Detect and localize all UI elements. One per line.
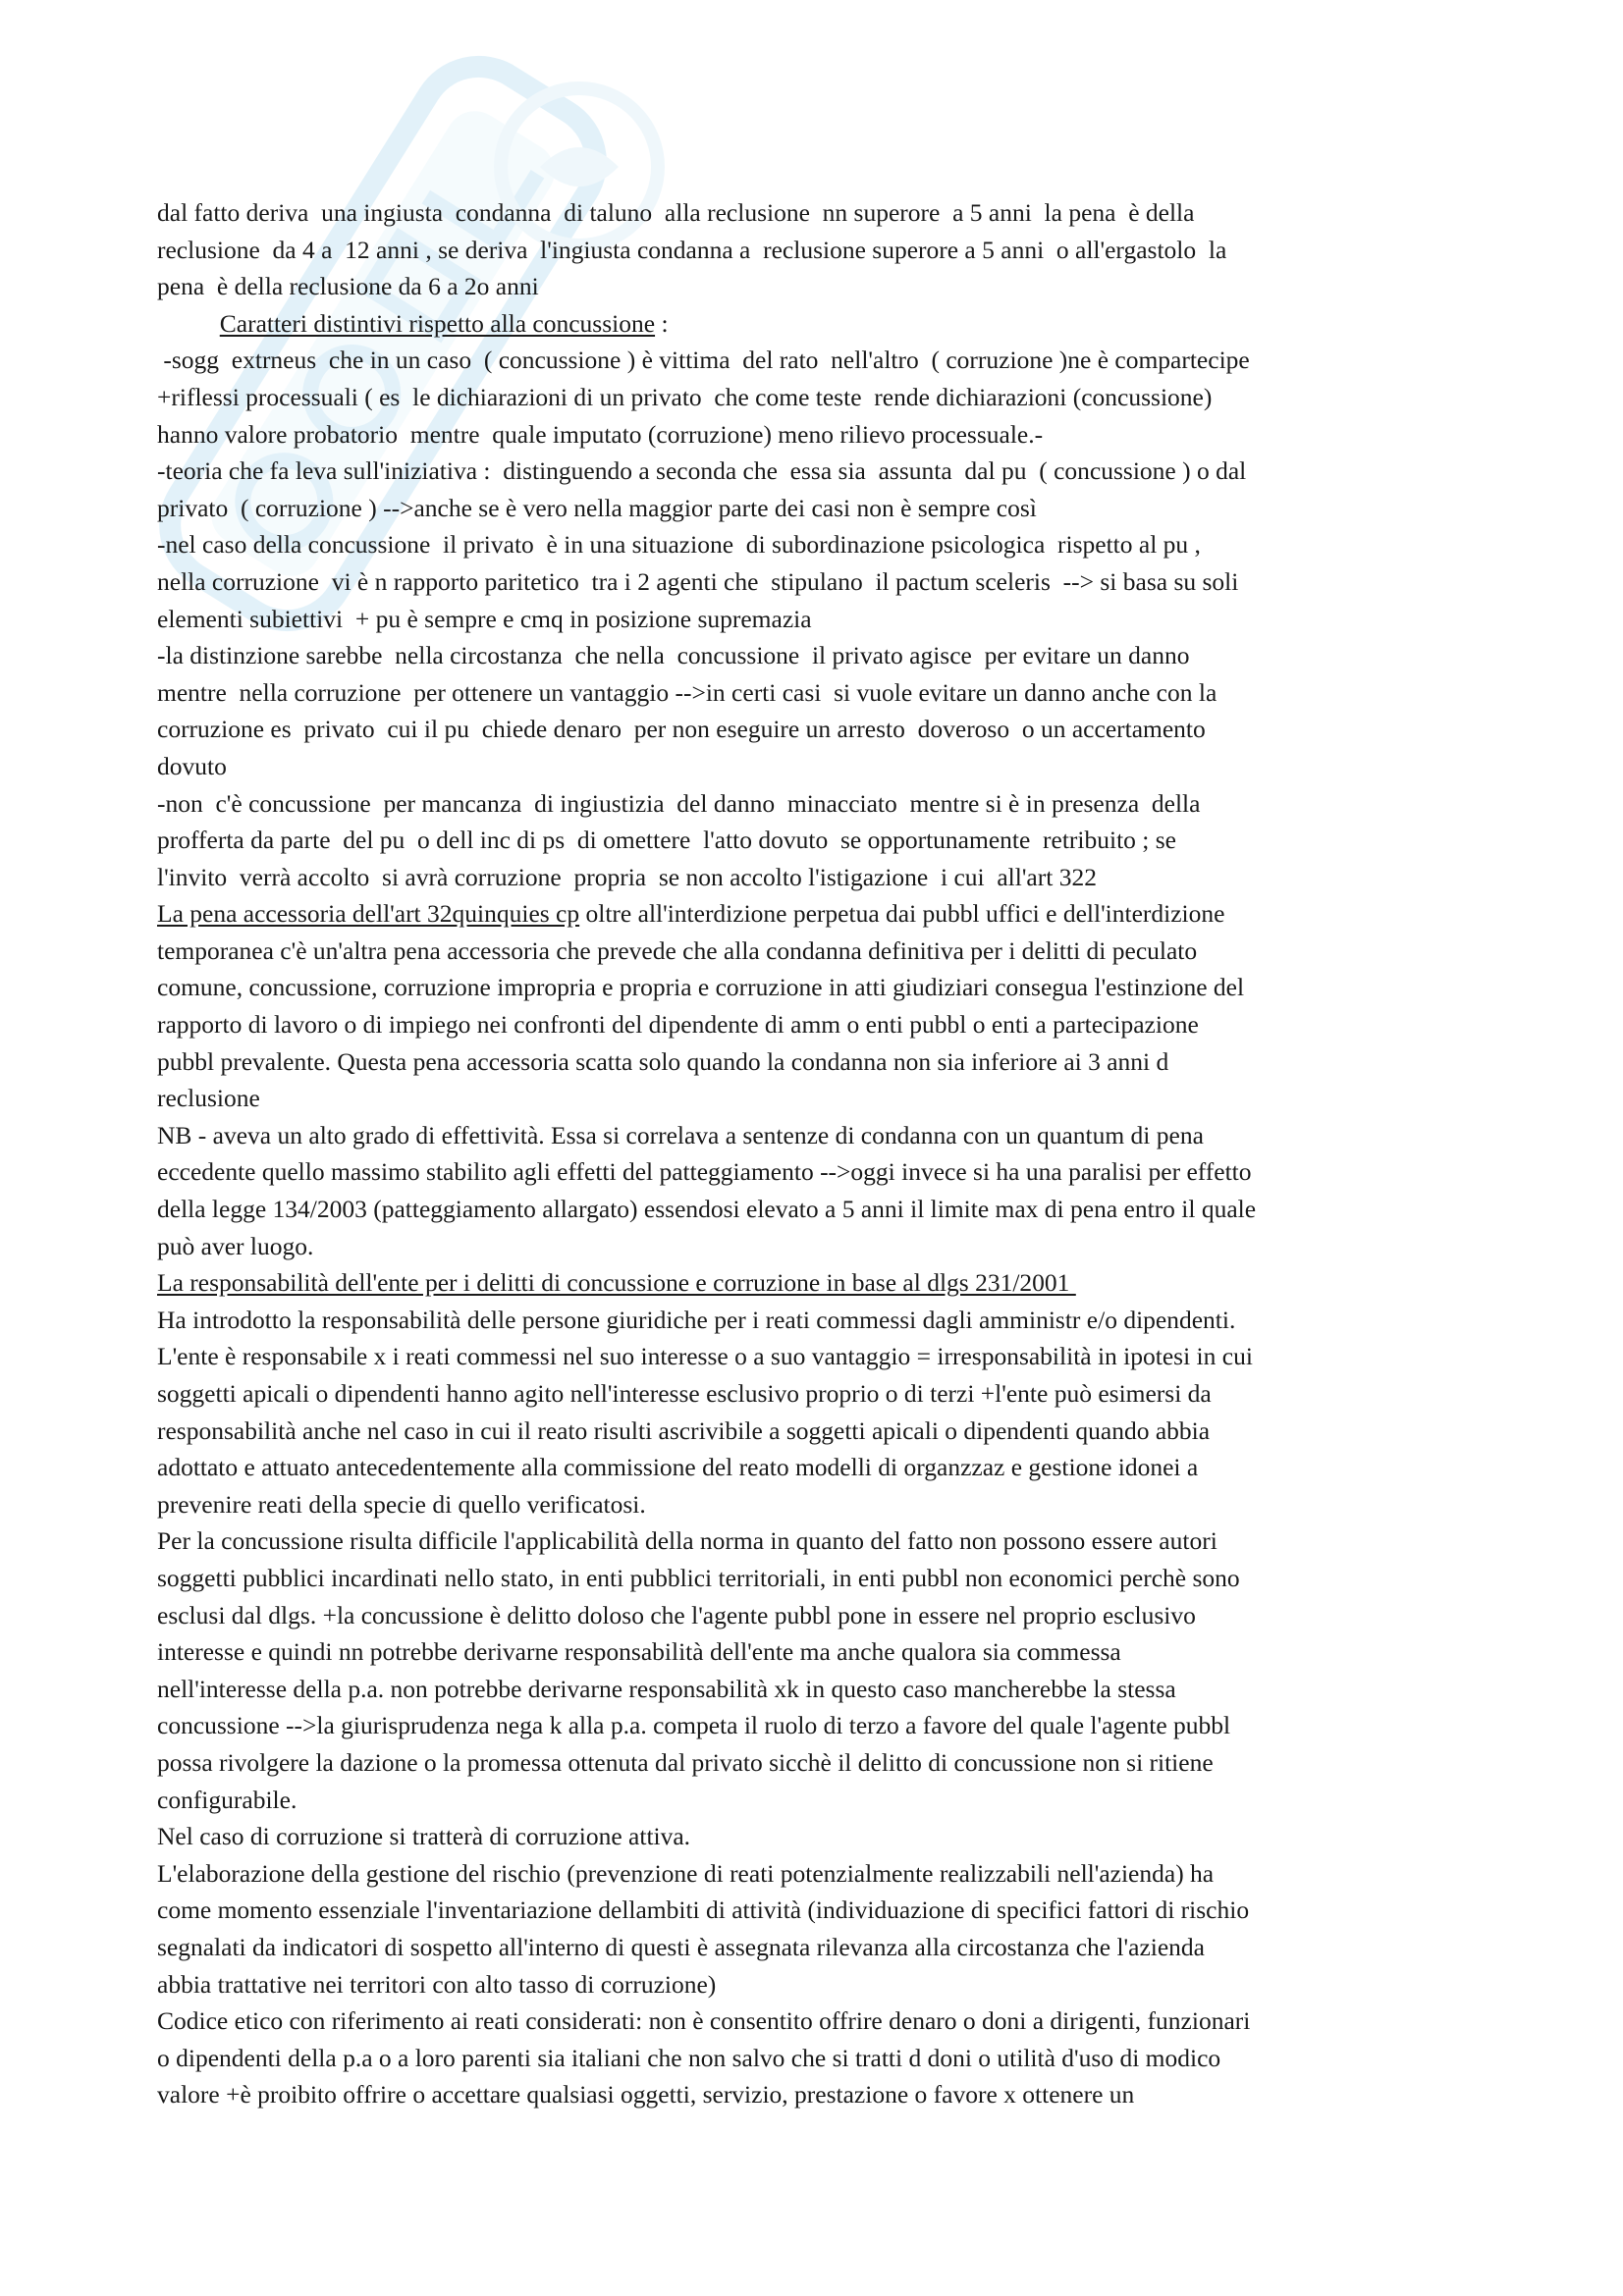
text-line <box>157 1560 1473 1597</box>
text-line <box>157 490 1473 527</box>
line-text: possa rivolgere la dazione o la promessa ottenuta dal privato sicchè il delitto di concussione non si ritiene <box>157 1747 1214 1777</box>
line-text: l'invito verrà accolto si avrà corruzione propria se non accolto l'istigazione i cui all'art 322 <box>157 862 1097 891</box>
text-line <box>157 1191 1473 1228</box>
line-text: come momento essenziale l'inventariazione dellambiti di attività (individuazione di specifici fattori di rischio <box>157 1896 1250 1925</box>
text-line <box>157 232 1473 269</box>
text-line <box>157 1486 1473 1523</box>
text-line <box>157 1006 1473 1043</box>
line-text: NB - aveva un alto grado di effettività. Essa si correlava a sentenze di condanna con un quantum di pena <box>157 1120 1204 1149</box>
text-line <box>157 268 1473 305</box>
text-line <box>157 2002 1473 2040</box>
line-text: eccedente quello massimo stabilito agli effetti del patteggiamento -->oggi invece si ha una paralisi per effetto <box>157 1157 1252 1187</box>
line-text: Codice etico con riferimento ai reati considerati: non è consentito offrire denaro o doni a dirigenti, funzionari <box>157 2006 1251 2036</box>
line-text: concussione -->la giurisprudenza nega k alla p.a. competa il ruolo di terzo a favore del quale l'agente pubbl <box>157 1711 1231 1740</box>
line-text: dal fatto deriva una ingiusta condanna di taluno alla reclusione nn superore a 5 anni la pena è della <box>157 198 1195 227</box>
line-text: hanno valore probatorio mentre quale imputato (corruzione) meno rilievo processuale.- <box>157 419 1044 449</box>
line-text: mentre nella corruzione per ottenere un vantaggio -->in certi casi si vuole evitare un danno anche con la <box>157 677 1217 707</box>
text-line <box>157 1633 1473 1671</box>
text-line <box>157 637 1473 674</box>
line-text: può aver luogo. <box>157 1231 314 1260</box>
line-text: segnalati da indicatori di sospetto all'interno di questi è assegnata rilevanza alla circostanza che l'azienda <box>157 1932 1206 1961</box>
text-line <box>157 1818 1473 1855</box>
text-line <box>157 859 1473 896</box>
text-line <box>157 601 1473 638</box>
line-text: +riflessi processuali ( es le dichiarazioni di un privato che come teste rende dichiarazioni (concussione) <box>157 382 1213 411</box>
text-line <box>157 342 1473 379</box>
line-text: prevenire reati della specie di quello verificatosi. <box>157 1489 646 1519</box>
line-text: comune, concussione, corruzione impropria e propria e corruzione in atti giudiziari consegua l'estinzione del <box>157 973 1245 1002</box>
line-text: nell'interesse della p.a. non potrebbe derivarne responsabilità xk in questo caso mancherebbe la stessa <box>157 1674 1176 1703</box>
text-line <box>157 1522 1473 1560</box>
line-text: esclusi dal dlgs. +la concussione è delitto doloso che l'agente pubbl pone in essere nel proprio esclusivo <box>157 1600 1196 1629</box>
line-text: : <box>655 308 669 338</box>
text-line <box>157 1929 1473 1966</box>
text-line <box>157 674 1473 712</box>
text-line <box>157 785 1473 823</box>
text-line <box>157 1782 1473 1819</box>
line-text: temporanea c'è un'altra pena accessoria che prevede che alla condanna definitiva per i delitti di peculato <box>157 935 1198 965</box>
text-line <box>157 2040 1473 2077</box>
line-text: -la distinzione sarebbe nella circostanza che nella concussione il privato agisce per evitare un danno <box>157 641 1190 670</box>
text-line <box>157 1080 1473 1117</box>
line-text: soggetti pubblici incardinati nello stato, in enti pubblici territoriali, in enti pubbl non economici perchè sono <box>157 1563 1240 1592</box>
text-line <box>157 711 1473 748</box>
line-text: oltre all'interdizione perpetua dai pubbl uffici e dell'interdizione <box>579 899 1225 929</box>
line-text: reclusione <box>157 1084 260 1113</box>
line-text: reclusione da 4 a 12 anni , se deriva l'ingiusta condanna a reclusione superore a 5 anni o all'ergastolo la <box>157 235 1227 264</box>
line-text: dovuto <box>157 751 227 780</box>
text-line <box>157 933 1473 970</box>
line-text: valore +è proibito offrire o accettare qualsiasi oggetti, servizio, prestazione o favore x ottenere un <box>157 2080 1135 2109</box>
line-text: -nel caso della concussione il privato è in una situazione di subordinazione psicologica rispetto al pu , <box>157 530 1201 560</box>
text-line <box>157 1449 1473 1486</box>
text-line <box>157 1264 1473 1302</box>
text-line <box>157 1375 1473 1413</box>
document-body <box>157 194 1473 2113</box>
line-text: -non c'è concussione per mancanza di ingiustizia del danno minacciato mentre si è in presenza della <box>157 788 1201 818</box>
text-line <box>157 1855 1473 1893</box>
line-text: della legge 134/2003 (patteggiamento allargato) essendosi elevato a 5 anni il limite max di pena entro il quale <box>157 1195 1257 1224</box>
text-line <box>157 305 1473 343</box>
line-text: pubbl prevalente. Questa pena accessoria scatta solo quando la condanna non sia inferiore ai 3 anni d <box>157 1046 1169 1076</box>
text-line <box>157 1744 1473 1782</box>
text-line <box>157 416 1473 454</box>
line-text: elementi subiettivi + pu è sempre e cmq in posizione supremazia <box>157 604 812 633</box>
line-text: L'elaborazione della gestione del rischio (prevenzione di reati potenzialmente realizzabili nell'azienda) ha <box>157 1858 1215 1888</box>
text-line <box>157 1302 1473 1339</box>
text-line <box>157 1892 1473 1929</box>
line-text: corruzione es privato cui il pu chiede denaro per non eseguire un arresto doveroso o un accertamento <box>157 715 1206 744</box>
text-line <box>157 1966 1473 2003</box>
text-line <box>157 748 1473 785</box>
line-text: privato ( corruzione ) -->anche se è vero nella maggior parte dei casi non è sempre così <box>157 493 1037 522</box>
text-line <box>157 2076 1473 2113</box>
text-line <box>157 1597 1473 1634</box>
line-text: pena è della reclusione da 6 a 2o anni <box>157 272 539 301</box>
line-text: L'ente è responsabile x i reati commessi nel suo interesse o a suo vantaggio = irresponsabilità in ipotesi in cui <box>157 1342 1253 1371</box>
line-text: interesse e quindi nn potrebbe derivarne responsabilità dell'ente ma anche qualora sia commessa <box>157 1637 1121 1667</box>
text-line <box>157 379 1473 416</box>
line-text: adottato e attuato antecedentemente alla commissione del reato modelli di organzzaz e gestione idonei a <box>157 1453 1199 1482</box>
text-line <box>157 1228 1473 1265</box>
line-text: profferta da parte del pu o dell inc di ps di omettere l'atto dovuto se opportunamente retribuito ; se <box>157 826 1177 855</box>
text-line <box>157 1671 1473 1708</box>
text-line <box>157 563 1473 601</box>
line-text: -sogg extrneus che in un caso ( concussione ) è vittima del rato nell'altro ( corruzione )ne è compartecipe <box>157 346 1250 375</box>
line-text: nella corruzione vi è n rapporto paritetico tra i 2 agenti che stipulano il pactum sceleris --> si basa su soli <box>157 566 1239 596</box>
line-text: Per la concussione risulta difficile l'applicabilità della norma in quanto del fatto non possono essere autori <box>157 1526 1217 1556</box>
section-heading: La responsabilità dell'ente per i delitti di concussione e corruzione in base al dlgs 231/2001 <box>157 1268 1076 1298</box>
line-text: rapporto di lavoro o di impiego nei confronti del dipendente di amm o enti pubbl o enti a partecipazione <box>157 1010 1199 1040</box>
text-line <box>157 526 1473 563</box>
line-text: responsabilità anche nel caso in cui il reato risulti ascrivibile a soggetti apicali o dipendenti quando abbia <box>157 1415 1211 1445</box>
line-text: Ha introdotto la responsabilità delle persone giuridiche per i reati commessi dagli amministr e/o dipendenti. <box>157 1305 1236 1334</box>
line-text: soggetti apicali o dipendenti hanno agito nell'interesse esclusivo proprio o di terzi +l'ente può esimersi da <box>157 1379 1212 1408</box>
text-line <box>157 895 1473 933</box>
line-text: Nel caso di corruzione si tratterà di corruzione attiva. <box>157 1822 691 1851</box>
text-line <box>157 1117 1473 1154</box>
text-line <box>157 1413 1473 1450</box>
text-line <box>157 194 1473 232</box>
text-line <box>157 822 1473 859</box>
indent <box>157 309 220 338</box>
text-line <box>157 1153 1473 1191</box>
text-line <box>157 1338 1473 1375</box>
line-text: o dipendenti della p.a o a loro parenti sia italiani che non salvo che si tratti d doni o utilità d'uso di modico <box>157 2043 1221 2072</box>
section-heading: La pena accessoria dell'art 32quinquies cp <box>157 899 580 929</box>
line-text: -teoria che fa leva sull'iniziativa : distinguendo a seconda che essa sia assunta dal pu ( concussione ) o dal <box>157 456 1247 486</box>
text-line <box>157 453 1473 490</box>
line-text: abbia trattative nei territori con alto tasso di corruzione) <box>157 1969 717 1999</box>
text-line <box>157 1043 1473 1081</box>
text-line <box>157 969 1473 1006</box>
text-line <box>157 1707 1473 1744</box>
section-heading: Caratteri distintivi rispetto alla concussione <box>219 308 656 338</box>
line-text: configurabile. <box>157 1785 298 1814</box>
